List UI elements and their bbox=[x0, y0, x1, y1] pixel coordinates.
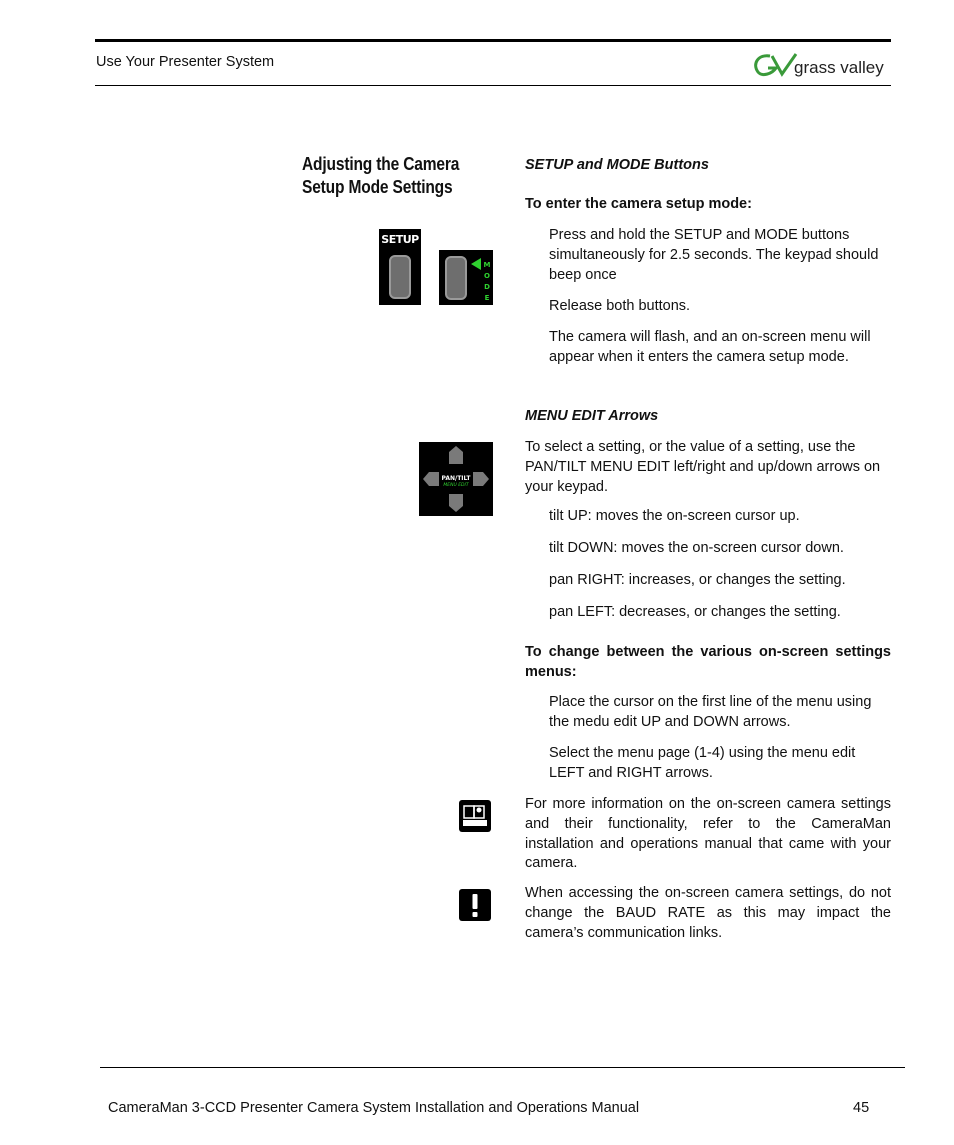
header-top-rule bbox=[95, 39, 891, 42]
menu-edit-heading: MENU EDIT Arrows bbox=[525, 408, 659, 424]
footer-rule bbox=[100, 1067, 905, 1068]
change-menus-step-1: Place the cursor on the first line of the menu using the medu edit UP and DOWN arrows. bbox=[549, 694, 872, 730]
mode-key-image bbox=[439, 250, 493, 305]
grass-valley-logo bbox=[750, 50, 890, 80]
warning-note-text: When accessing the on-screen camera settings, do not change the BAUD RATE as this may impact the camera’s communication links. bbox=[525, 885, 891, 941]
warning-icon bbox=[459, 889, 491, 921]
section-heading-line1: Adjusting the Camera bbox=[302, 153, 460, 174]
pad-label: PAN/TILT bbox=[441, 475, 471, 482]
setup-key-image bbox=[379, 229, 421, 305]
setup-key-label: SETUP bbox=[381, 233, 419, 246]
setup-step-3: The camera will flash, and an on-screen menu will appear when it enters the camera setup mode. bbox=[549, 329, 871, 365]
header-title: Use Your Presenter System bbox=[96, 54, 275, 70]
mode-key-button bbox=[445, 256, 467, 300]
info-note-text: For more information on the on-screen camera settings and their functionality, refer to the CameraMan installation and operations manual that came with your camera. bbox=[525, 796, 891, 872]
setup-key-button bbox=[389, 255, 411, 299]
menu-edit-item-tilt-up: tilt UP: moves the on-screen cursor up. bbox=[549, 508, 800, 524]
footer-title: CameraMan 3-CCD Presenter Camera System Installation and Operations Manual bbox=[108, 1100, 640, 1116]
enter-setup-heading: To enter the camera setup mode: bbox=[525, 196, 752, 212]
section-heading-line2: Setup Mode Settings bbox=[302, 176, 453, 197]
pan-tilt-arrow-pad-image bbox=[419, 442, 493, 516]
pad-sublabel: MENU EDIT bbox=[443, 483, 469, 488]
header-rule bbox=[95, 85, 891, 86]
svg-text:grass valley: grass valley bbox=[794, 58, 884, 77]
setup-step-2: Release both buttons. bbox=[549, 298, 691, 314]
setup-mode-heading: SETUP and MODE Buttons bbox=[525, 157, 709, 173]
change-menus-step-2: Select the menu page (1-4) using the menu edit LEFT and RIGHT arrows. bbox=[549, 745, 856, 781]
section-heading bbox=[302, 152, 478, 198]
setup-step-1: Press and hold the SETUP and MODE buttons simultaneously for 2.5 seconds. The keypad should beep once bbox=[549, 227, 879, 283]
mode-arrow-icon bbox=[471, 258, 481, 270]
change-menus-heading: To change between the various on-screen settings menus: bbox=[525, 644, 891, 680]
page-number: 45 bbox=[853, 1100, 870, 1116]
menu-edit-item-pan-left: pan LEFT: decreases, or changes the setting. bbox=[549, 604, 841, 620]
menu-edit-intro: To select a setting, or the value of a setting, use the PAN/TILT MENU EDIT left/right and up/down arrows on your keypad. bbox=[525, 439, 881, 495]
mode-key-label: M O D E bbox=[483, 261, 491, 302]
manual-reference-icon bbox=[459, 800, 491, 832]
menu-edit-item-tilt-down: tilt DOWN: moves the on-screen cursor down. bbox=[549, 540, 844, 556]
menu-edit-item-pan-right: pan RIGHT: increases, or changes the setting. bbox=[549, 572, 846, 588]
